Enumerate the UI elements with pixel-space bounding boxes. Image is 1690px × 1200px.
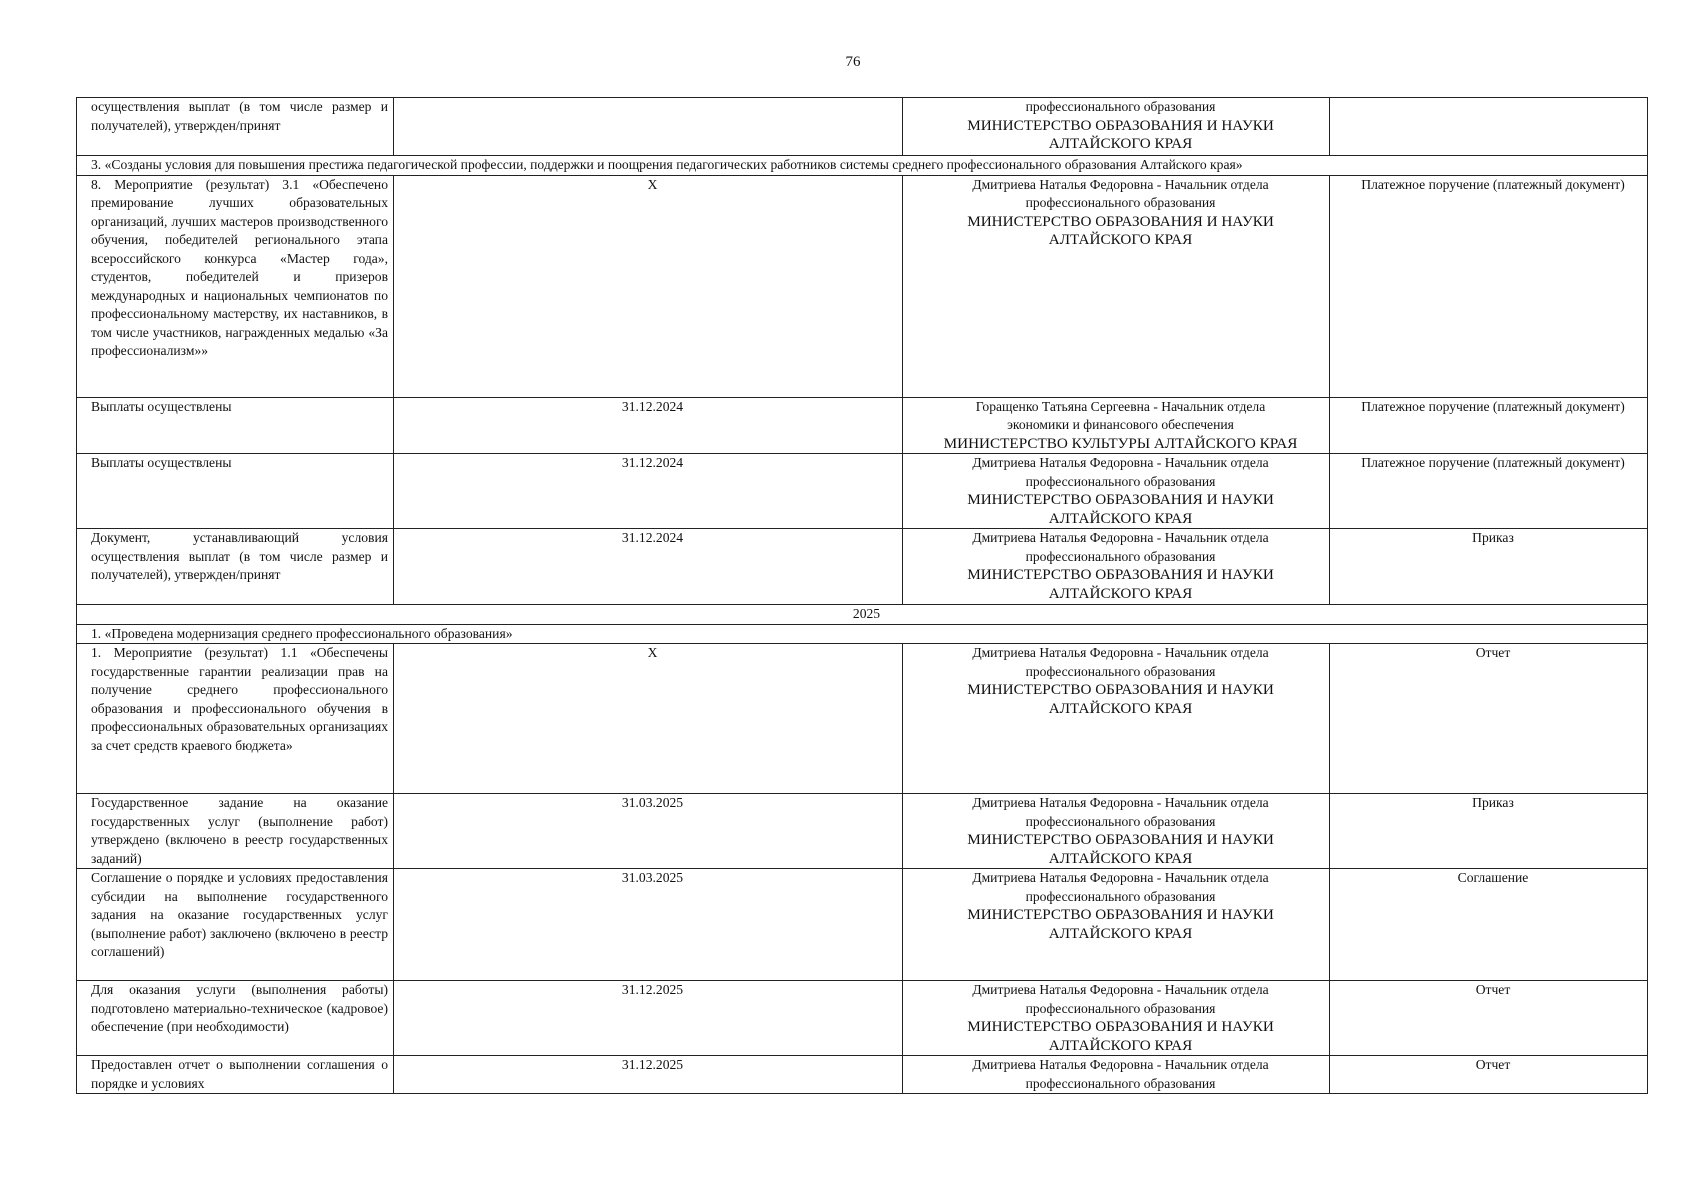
- document-type-cell: Отчет: [1330, 1056, 1648, 1094]
- date-cell: 31.12.2025: [394, 1056, 903, 1094]
- responsible-person-line: профессионального образования: [1025, 195, 1216, 210]
- responsible-organization-line: АЛТАЙСКОГО КРАЯ: [1048, 231, 1193, 248]
- responsible-cell: [903, 397, 1330, 454]
- responsible-organization-line: АЛТАЙСКОГО КРАЯ: [1048, 509, 1193, 527]
- responsible-organization-line: МИНИСТЕРСТВО ОБРАЗОВАНИЯ И НАУКИ: [967, 212, 1274, 230]
- table-row: [77, 98, 1648, 156]
- activity-cell: Документ, устанавливающий условия осуществления выплат (в том числе размер и получателей), утвержден/принят: [77, 529, 394, 605]
- table-row: [77, 794, 1648, 869]
- year-heading: 2025: [77, 605, 1648, 625]
- section-heading: 1. «Проведена модернизация среднего профессионального образования»: [77, 624, 1648, 644]
- table-row: [77, 175, 1648, 397]
- responsible-organization-line: АЛТАЙСКОГО КРАЯ: [1048, 1036, 1193, 1054]
- document-type-cell: Отчет: [1330, 644, 1648, 794]
- activity-cell: Выплаты осуществлены: [77, 397, 394, 454]
- section-heading: 3. «Созданы условия для повышения престижа педагогической профессии, поддержки и поощрения педагогических работников системы среднего профессионального образования Алтайского края»: [77, 156, 1648, 176]
- responsible-person-line: профессионального образования: [1025, 1075, 1216, 1091]
- date-cell: 31.12.2024: [394, 397, 903, 454]
- responsible-organization-line: МИНИСТЕРСТВО ОБРАЗОВАНИЯ И НАУКИ: [967, 831, 1274, 848]
- activity-cell: 1. Мероприятие (результат) 1.1 «Обеспечены государственные гарантии реализации прав на получение среднего профессионального образования и профессионального обучения в профессиональных образовательных организациях за счет средств краевого бюджета»: [77, 644, 394, 794]
- table-row: [77, 529, 1648, 605]
- date-cell: [394, 98, 903, 156]
- responsible-person-line: профессионального образования: [1025, 473, 1216, 489]
- document-type-cell: Приказ: [1330, 529, 1648, 605]
- responsible-organization-line: МИНИСТЕРСТВО ОБРАЗОВАНИЯ И НАУКИ: [967, 116, 1274, 134]
- table-row: [77, 454, 1648, 529]
- date-cell: Х: [394, 644, 903, 794]
- activity-cell: Государственное задание на оказание государственных услуг (выполнение работ) утверждено (включено в реестр государственных заданий): [77, 794, 394, 869]
- responsible-organization-line: АЛТАЙСКОГО КРАЯ: [1048, 924, 1193, 942]
- date-cell: 31.12.2024: [394, 454, 903, 529]
- date-cell: 31.03.2025: [394, 869, 903, 981]
- responsible-organization-line: МИНИСТЕРСТВО ОБРАЗОВАНИЯ И НАУКИ: [967, 566, 1274, 583]
- document-type-cell: Соглашение: [1330, 869, 1648, 981]
- responsible-cell: [903, 454, 1330, 529]
- activity-cell: 8. Мероприятие (результат) 3.1 «Обеспечено премирование лучших образовательных организаций, лучших мастеров производственного обучения, победителей регионального этапа всероссийского конкурса «Мастер года», студентов, победителей и призеров международных и национальных чемпионатов по профессиональному мастерству, их наставников, в том числе участников, награжденных медалью «За профессионализм»»: [77, 175, 394, 397]
- responsible-organization-line: МИНИСТЕРСТВО ОБРАЗОВАНИЯ И НАУКИ: [967, 491, 1274, 508]
- responsible-person-line: профессионального образования: [1025, 813, 1216, 829]
- date-cell: Х: [394, 175, 903, 397]
- responsible-cell: [903, 529, 1330, 605]
- responsible-organization-line: МИНИСТЕРСТВО ОБРАЗОВАНИЯ И НАУКИ: [967, 681, 1274, 698]
- section-row: [77, 156, 1648, 176]
- table-row: [77, 1056, 1648, 1094]
- responsible-person-line: Дмитриева Наталья Федоровна - Начальник отдела: [972, 870, 1269, 885]
- section-row: [77, 624, 1648, 644]
- responsible-cell: [903, 981, 1330, 1056]
- responsible-cell: [903, 1056, 1330, 1094]
- activity-cell: Для оказания услуги (выполнения работы) подготовлено материально-техническое (кадровое) обеспечение (при необходимости): [77, 981, 394, 1056]
- page-number: 76: [845, 54, 861, 70]
- responsible-person-line: Горащенко Татьяна Сергеевна - Начальник отдела: [975, 398, 1266, 414]
- responsible-organization-line: МИНИСТЕРСТВО ОБРАЗОВАНИЯ И НАУКИ: [967, 906, 1274, 923]
- responsible-organization-line: АЛТАЙСКОГО КРАЯ: [1048, 135, 1193, 152]
- responsible-person-line: Дмитриева Наталья Федоровна - Начальник отдела: [972, 530, 1269, 545]
- responsible-person-line: профессионального образования: [1025, 548, 1216, 564]
- activity-cell: Предоставлен отчет о выполнении соглашения о порядке и условиях: [77, 1056, 394, 1094]
- table-row: [77, 644, 1648, 794]
- document-type-cell: Платежное поручение (платежный документ): [1330, 397, 1648, 454]
- responsible-organization-line: МИНИСТЕРСТВО ОБРАЗОВАНИЯ И НАУКИ: [967, 1018, 1274, 1035]
- responsible-person-line: Дмитриева Наталья Федоровна - Начальник отдела: [972, 176, 1269, 192]
- document-type-cell: Отчет: [1330, 981, 1648, 1056]
- responsible-person-line: Дмитриева Наталья Федоровна - Начальник отдела: [972, 455, 1269, 470]
- date-cell: 31.03.2025: [394, 794, 903, 869]
- plan-table: [76, 97, 1648, 1094]
- year-row: [77, 605, 1648, 625]
- date-cell: 31.12.2024: [394, 529, 903, 605]
- document-type-cell: Приказ: [1330, 794, 1648, 869]
- responsible-organization-line: АЛТАЙСКОГО КРАЯ: [1048, 849, 1193, 867]
- responsible-person-line: экономики и финансового обеспечения: [1007, 417, 1234, 432]
- document-type-cell: Платежное поручение (платежный документ): [1330, 175, 1648, 397]
- table-row: [77, 397, 1648, 454]
- responsible-person-line: профессионального образования: [1025, 888, 1216, 904]
- responsible-person-line: Дмитриева Наталья Федоровна - Начальник отдела: [972, 795, 1269, 810]
- responsible-cell: [903, 869, 1330, 981]
- responsible-person-line: Дмитриева Наталья Федоровна - Начальник отдела: [972, 1057, 1269, 1072]
- date-cell: 31.12.2025: [394, 981, 903, 1056]
- plan-table-body: [77, 98, 1648, 1094]
- responsible-person-line: Дмитриева Наталья Федоровна - Начальник отдела: [972, 982, 1269, 997]
- document-type-cell: Платежное поручение (платежный документ): [1330, 454, 1648, 529]
- responsible-person-line: профессионального образования: [1025, 99, 1216, 114]
- table-row: [77, 869, 1648, 981]
- responsible-organization-line: АЛТАЙСКОГО КРАЯ: [1048, 584, 1193, 602]
- activity-cell: Соглашение о порядке и условиях предоставления субсидии на выполнение государственного задания на оказание государственных услуг (выполнение работ) заключено (включено в реестр соглашений): [77, 869, 394, 981]
- activity-cell: Выплаты осуществлены: [77, 454, 394, 529]
- responsible-organization-line: МИНИСТЕРСТВО КУЛЬТУРЫ АЛТАЙСКОГО КРАЯ: [943, 434, 1298, 452]
- responsible-person-line: Дмитриева Наталья Федоровна - Начальник отдела: [972, 645, 1269, 660]
- responsible-organization-line: АЛТАЙСКОГО КРАЯ: [1048, 699, 1193, 717]
- table-row: [77, 981, 1648, 1056]
- responsible-cell: [903, 644, 1330, 794]
- responsible-cell: [903, 175, 1330, 397]
- document-type-cell: [1330, 98, 1648, 156]
- responsible-person-line: профессионального образования: [1025, 663, 1216, 679]
- responsible-person-line: профессионального образования: [1025, 1000, 1216, 1016]
- responsible-cell: [903, 794, 1330, 869]
- activity-cell: осуществления выплат (в том числе размер и получателей), утвержден/принят: [77, 98, 394, 156]
- responsible-cell: [903, 98, 1330, 156]
